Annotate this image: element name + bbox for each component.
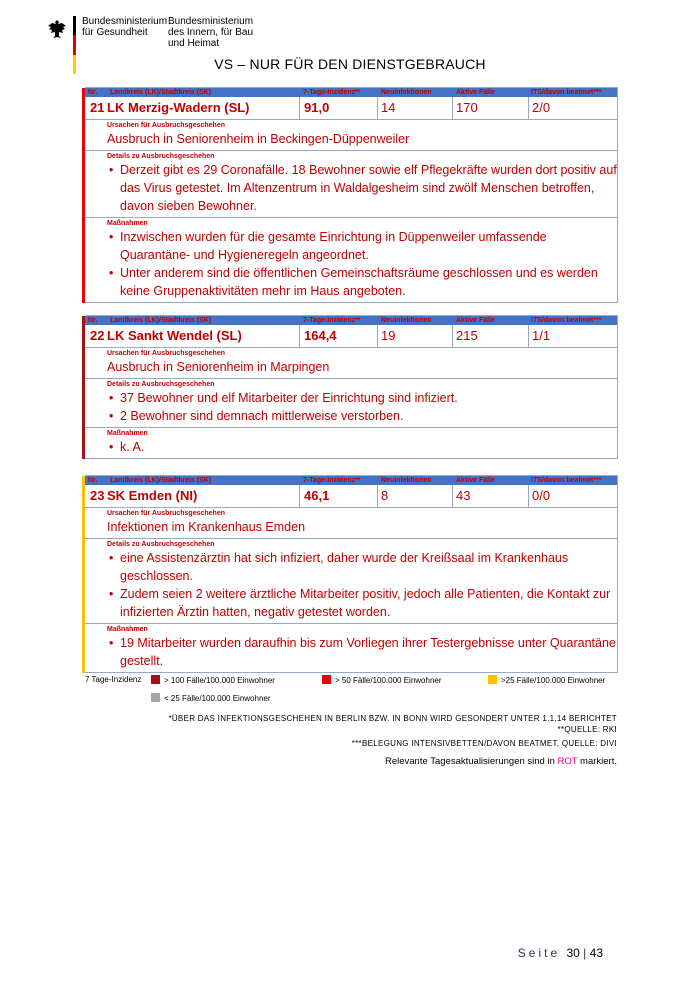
entry-active: 170 bbox=[456, 100, 478, 115]
legend-item-over-50 bbox=[322, 675, 442, 685]
ministry-interior-line1: Bundesministerium bbox=[168, 16, 254, 27]
measures-label: Maßnahmen bbox=[107, 626, 148, 633]
col-its: ITS/davon beatmet*** bbox=[531, 89, 602, 96]
col-new-infections: Neuinfektionen bbox=[381, 317, 432, 324]
page-number: Seite 30 | 43 bbox=[517, 946, 603, 960]
entry-district: LK Merzig-Wadern (SL) bbox=[107, 100, 250, 115]
entry-its: 2/0 bbox=[532, 100, 551, 115]
causes-section bbox=[85, 120, 617, 151]
updates-note-red: ROT bbox=[557, 756, 578, 767]
entry-incidence: 46,1 bbox=[304, 488, 330, 503]
legend-item-over-100 bbox=[151, 675, 275, 685]
entry-nr: 21 bbox=[90, 100, 105, 115]
list-item: • k. A. bbox=[107, 438, 617, 456]
col-its: ITS/davon beatmet*** bbox=[531, 317, 602, 324]
entry-district: SK Emden (NI) bbox=[107, 488, 198, 503]
legend-item-under-25 bbox=[151, 693, 271, 703]
details-label: Details zu Ausbruchsgeschehen bbox=[107, 153, 215, 160]
footnote-divi: ***BELEGUNG INTENSIVBETTEN/DAVON BEATMET, QUELLE: DIVI bbox=[351, 739, 617, 748]
entry-nr: 22 bbox=[90, 328, 105, 343]
legend-label: < 25 Fälle/100.000 Einwohner bbox=[164, 694, 271, 703]
details-label: Details zu Ausbruchsgeschehen bbox=[107, 541, 215, 548]
ministry-interior bbox=[168, 16, 278, 49]
outbreak-card bbox=[85, 315, 618, 459]
list-item: • Unter anderem sind die öffentlichen Gemeinschaftsräume geschlossen und es werden keine Gruppenaktivitäten mehr im Haus angeboten. bbox=[107, 264, 617, 300]
legend-swatch-grey bbox=[151, 693, 160, 702]
causes-section bbox=[85, 508, 617, 539]
col-district: Landkreis (LK)/Stadtkreis (SK) bbox=[110, 477, 212, 484]
updates-note bbox=[385, 756, 617, 767]
col-active: Aktive Fälle bbox=[456, 317, 495, 324]
list-item: • Zudem seien 2 weitere ärztliche Mitarbeiter positiv, jedoch alle Patienten, die Kontakt zur infizierten Ärztin hatten, negativ getestet worden. bbox=[107, 585, 617, 621]
measures-section bbox=[85, 624, 617, 672]
entry-its: 0/0 bbox=[532, 488, 551, 503]
outbreak-card bbox=[85, 475, 618, 673]
legend-swatch-dark-red bbox=[151, 675, 160, 684]
measures-label: Maßnahmen bbox=[107, 220, 148, 227]
entry-incidence: 91,0 bbox=[304, 100, 330, 115]
classification-title: VS – NUR FÜR DEN DIENSTGEBRAUCH bbox=[214, 56, 486, 72]
details-section bbox=[85, 379, 617, 428]
entry-new-infections: 14 bbox=[381, 100, 396, 115]
footnote-berlin-bonn: *ÜBER DAS INFEKTIONSGESCHEHEN IN BERLIN BZW. IN BONN WIRD GESONDERT UNTER 1.1.14 BERICHTET bbox=[168, 714, 617, 723]
legend-label: >25 Fälle/100.000 Einwohner bbox=[501, 676, 606, 685]
legend-swatch-red bbox=[322, 675, 331, 684]
updates-note-suffix: markiert. bbox=[577, 756, 617, 767]
legend-item-over-25 bbox=[488, 675, 605, 685]
col-incidence: 7-Tage-Inzidenz** bbox=[303, 317, 361, 324]
col-nr: Nr. bbox=[88, 89, 98, 96]
measures-section bbox=[85, 428, 617, 458]
footnote-rki: **QUELLE: RKI bbox=[557, 725, 617, 734]
list-item: • Inzwischen wurden für die gesamte Einrichtung in Düppenweiler umfassende Quarantäne- und Hygieneregeln angeordnet. bbox=[107, 228, 617, 264]
page-current: 30 bbox=[566, 946, 580, 960]
page-label: Seite bbox=[517, 946, 561, 960]
measures-label: Maßnahmen bbox=[107, 430, 148, 437]
table-header bbox=[85, 476, 617, 485]
legend-title: 7 Tage-Inzidenz bbox=[85, 675, 142, 684]
measures-section bbox=[85, 218, 617, 302]
causes-label: Ursachen für Ausbruchsgeschehen bbox=[107, 510, 225, 517]
cause-text: Ausbruch in Seniorenheim in Beckingen-Düppenweiler bbox=[107, 132, 410, 146]
col-its: ITS/davon beatmet*** bbox=[531, 477, 602, 484]
entry-new-infections: 19 bbox=[381, 328, 396, 343]
table-row bbox=[85, 485, 617, 508]
entry-new-infections: 8 bbox=[381, 488, 389, 503]
table-header bbox=[85, 316, 617, 325]
col-district: Landkreis (LK)/Stadtkreis (SK) bbox=[110, 317, 212, 324]
cause-text: Ausbruch in Seniorenheim in Marpingen bbox=[107, 360, 330, 374]
causes-label: Ursachen für Ausbruchsgeschehen bbox=[107, 350, 225, 357]
details-label: Details zu Ausbruchsgeschehen bbox=[107, 381, 215, 388]
list-item: • 37 Bewohner und elf Mitarbeiter der Einrichtung sind infiziert. bbox=[107, 389, 617, 407]
ministry-interior-line3: und Heimat bbox=[168, 38, 220, 49]
table-row bbox=[85, 325, 617, 348]
col-incidence: 7-Tage-Inzidenz** bbox=[303, 89, 361, 96]
entry-active: 43 bbox=[456, 488, 471, 503]
col-nr: Nr. bbox=[88, 317, 98, 324]
ministry-interior-line2: des Innern, für Bau bbox=[168, 27, 254, 38]
cause-text: Infektionen im Krankenhaus Emden bbox=[107, 520, 306, 534]
legend-label: > 100 Fälle/100.000 Einwohner bbox=[164, 676, 275, 685]
causes-section bbox=[85, 348, 617, 379]
list-item: • Derzeit gibt es 29 Coronafälle. 18 Bewohner sowie elf Pflegekräfte wurden dort positiv auf das Virus getestet. Im Altenzentrum in Waldalgesheim sind zwölf Menschen betroffen, davon sieben Bewohner. bbox=[107, 161, 617, 215]
entry-its: 1/1 bbox=[532, 328, 551, 343]
causes-label: Ursachen für Ausbruchsgeschehen bbox=[107, 122, 225, 129]
entry-nr: 23 bbox=[90, 488, 105, 503]
federal-eagle-icon bbox=[46, 18, 68, 40]
entry-district: LK Sankt Wendel (SL) bbox=[107, 328, 242, 343]
ministry-health bbox=[82, 16, 172, 38]
col-active: Aktive Fälle bbox=[456, 89, 495, 96]
col-new-infections: Neuinfektionen bbox=[381, 89, 432, 96]
outbreak-card bbox=[85, 87, 618, 303]
col-district: Landkreis (LK)/Stadtkreis (SK) bbox=[110, 89, 212, 96]
legend-swatch-yellow bbox=[488, 675, 497, 684]
entry-incidence: 164,4 bbox=[304, 328, 337, 343]
list-item: • 19 Mitarbeiter wurden daraufhin bis zum Vorliegen ihrer Testergebnisse unter Quarantäne gestellt. bbox=[107, 634, 617, 670]
list-item: • eine Assistenzärztin hat sich infiziert, daher wurde der Kreißsaal im Krankenhaus geschlossen. bbox=[107, 549, 617, 585]
ministry-health-line1: Bundesministerium bbox=[82, 16, 168, 27]
legend-label: > 50 Fälle/100.000 Einwohner bbox=[335, 676, 442, 685]
entry-active: 215 bbox=[456, 328, 478, 343]
page-total: 43 bbox=[589, 946, 603, 960]
details-section bbox=[85, 539, 617, 624]
table-row bbox=[85, 97, 617, 120]
col-active: Aktive Fälle bbox=[456, 477, 495, 484]
updates-note-prefix: Relevante Tagesaktualisierungen sind in bbox=[384, 756, 558, 767]
col-incidence: 7-Tage-Inzidenz** bbox=[303, 477, 361, 484]
list-item: • 2 Bewohner sind demnach mittlerweise verstorben. bbox=[107, 407, 617, 425]
details-section bbox=[85, 151, 617, 218]
ministry-health-line2: für Gesundheit bbox=[82, 27, 148, 38]
col-nr: Nr. bbox=[88, 477, 98, 484]
col-new-infections: Neuinfektionen bbox=[381, 477, 432, 484]
table-header bbox=[85, 88, 617, 97]
